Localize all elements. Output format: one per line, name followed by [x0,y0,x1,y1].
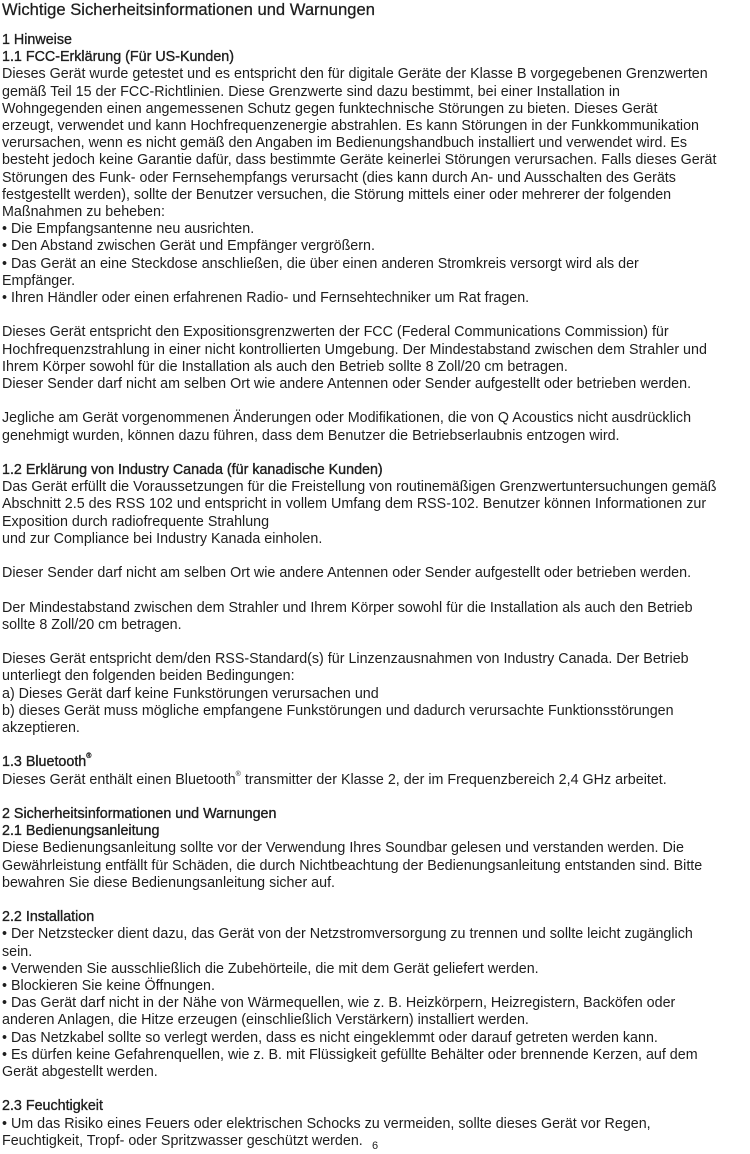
text-line: Gewährleistung entfällt für Schäden, die durch Nichtbeachtung der Bedienungsanleitung entstanden sind. Bitte [2,857,703,874]
list-item: sein. [2,943,33,960]
text-line: genehmigt wurden, können dazu führen, dass dem Benutzer die Betriebserlaubnis entzogen wird. [2,427,620,444]
subsection-heading: 2.2 Installation [2,909,95,926]
subsection-heading: 1.2 Erklärung von Industry Canada (für kanadische Kunden) [2,462,383,479]
text-line: Hochfrequenzstrahlung in einer nicht kontrollierten Umgebung. Der Mindestabstand zwischen dem Strahler und [2,341,707,358]
text-line: sollte 8 Zoll/20 cm betragen. [2,616,182,633]
manual-text [2,840,749,892]
list-item: Feuchtigkeit, Tropf- oder Spritzwasser geschützt werden. [2,1132,363,1149]
list-item: Empfänger. [2,272,76,289]
fcc-bullet-list [2,221,749,307]
text-line: Dieses Gerät entspricht dem/den RSS-Standard(s) für Linzenzausnahmen von Industry Canada. Der Betrieb [2,651,689,668]
list-item: • Den Abstand zwischen Gerät und Empfänger vergrößern. [2,238,375,255]
fcc-exposure [2,324,749,393]
list-item: • Ihren Händler oder einen erfahrenen Radio- und Fernsehtechniker um Rat fragen. [2,290,530,307]
subsection-heading: 1.1 FCC-Erklärung (Für US-Kunden) [2,49,235,66]
fcc-changes [2,410,749,444]
text-line: a) Dieses Gerät darf keine Funkstörungen verursachen und [2,685,379,702]
list-item: • Das Gerät darf nicht in der Nähe von Wärmequellen, wie z. B. Heizkörpern, Heizregistern, Backöfen oder [2,995,676,1012]
ic-colocate: Dieser Sender darf nicht am selben Ort wie andere Antennen oder Sender aufgestellt oder betrieben werden. [2,565,692,582]
text-line: Störungen des Funk- oder Fernsehempfangs verursacht (dies kann durch An- und Ausschalten des Geräts [2,169,676,186]
text-line: gemäß Teil 15 der FCC-Richtlinien. Diese Grenzwerte sind dazu bestimmt, bei einer Installation in [2,83,620,100]
list-item: • Um das Risiko eines Feuers oder elektrischen Schocks zu vermeiden, sollte dieses Gerät vor Regen, [2,1115,651,1132]
ic-rss [2,651,749,737]
list-item: anderen Anlagen, die Hitze erzeugen (einschließlich Verstärkern) installiert werden. [2,1012,529,1029]
ic-distance [2,600,749,634]
bluetooth-text [2,772,749,789]
text-line: Der Mindestabstand zwischen dem Strahler und Ihrem Körper sowohl für die Installation als auch den Betrieb [2,599,693,616]
list-item: • Es dürfen keine Gefahrenquellen, wie z. B. mit Flüssigkeit gefüllte Behälter oder brennende Kerzen, auf dem [2,1046,698,1063]
bluetooth-heading-text: 1.3 Bluetooth [2,754,87,771]
text-line: Maßnahmen zu beheben: [2,204,165,221]
list-item: Gerät abgestellt werden. [2,1064,158,1081]
registered-mark: ® [235,770,241,778]
bluetooth-text-a: Dieses Gerät enthält einen Bluetooth [2,771,236,788]
text-line: akzeptieren. [2,720,80,737]
text-line: Dieses Gerät entspricht den Expositionsgrenzwerten der FCC (Federal Communications Commission) für [2,324,669,341]
subsection-heading [2,754,749,771]
fcc-intro [2,66,749,221]
text-line: Dieser Sender darf nicht am selben Ort wie andere Antennen oder Sender aufgestellt oder betrieben werden. [2,376,692,393]
ic-text [2,479,749,548]
text-line: erzeugt, verwendet und kann Hochfrequenzenergie abstrahlen. Es kann Störungen in der Funkkommunikation [2,118,700,135]
subsection-heading: 2.3 Feuchtigkeit [2,1098,103,1115]
text-line: Dieses Gerät wurde getestet und es entspricht den für digitale Geräte der Klasse B vorgegebenen Grenzwerten [2,66,708,83]
page-title: Wichtige Sicherheitsinformationen und Warnungen [2,0,375,19]
list-item: • Das Netzkabel sollte so verlegt werden, dass es nicht eingeklemmt oder darauf getreten werden kann. [2,1029,658,1046]
text-line: Das Gerät erfüllt die Voraussetzungen für die Freistellung von routinemäßigen Grenzwertuntersuchungen gemäß [2,479,717,496]
list-item: • Verwenden Sie ausschließlich die Zubehörteile, die mit dem Gerät geliefert werden. [2,960,539,977]
section-heading: 2 Sicherheitsinformationen und Warnungen [2,806,277,823]
install-list [2,926,749,1081]
text-line: festgestellt werden), sollte der Benutzer versuchen, die Störung mittels einer oder mehrerer der folgenden [2,186,672,203]
page-number: 6 [371,1140,379,1152]
text-line: Jegliche am Gerät vorgenommenen Änderungen oder Modifikationen, die von Q Acoustics nicht ausdrücklich [2,410,692,427]
text-line: Ihrem Körper sowohl für die Installation als auch den Betrieb sollte 8 Zoll/20 cm betragen. [2,358,568,375]
text-line: und zur Compliance bei Industry Kanada einholen. [2,530,323,547]
list-item: • Der Netzstecker dient dazu, das Gerät von der Netzstromversorgung zu trennen und sollte leicht zugänglich [2,926,693,943]
text-line: b) dieses Gerät muss mögliche empfangene Funkstörungen und dadurch verursachte Funktionsstörungen [2,702,674,719]
text-line: Diese Bedienungsanleitung sollte vor der Verwendung Ihres Soundbar gelesen und verstanden werden. Die [2,840,684,857]
text-line: bewahren Sie diese Bedienungsanleitung sicher auf. [2,874,336,891]
text-line: unterliegt den folgenden beiden Bedingungen: [2,668,295,685]
registered-mark: ® [86,753,92,761]
list-item: • Blockieren Sie keine Öffnungen. [2,978,215,995]
text-line: verursachen, wenn es nicht gemäß den Angaben im Bedienungshandbuch installiert und verwendet wird. Es [2,135,688,152]
text-line: besteht jedoch keine Garantie dafür, dass bestimmte Geräte keinerlei Störungen verursachen. Falls dieses Gerät [2,152,717,169]
subsection-heading: 2.1 Bedienungsanleitung [2,823,160,840]
text-line: Wohngegenden einen angemessenen Schutz gegen funktechnische Störungen zu bieten. Dieses Gerät [2,100,658,117]
list-item: • Die Empfangsantenne neu ausrichten. [2,221,255,238]
text-line: Exposition durch radiofrequente Strahlung [2,513,270,530]
section-heading: 1 Hinweise [2,32,72,48]
list-item: • Das Gerät an eine Steckdose anschließen, die über einen anderen Stromkreis versorgt wird als der [2,255,639,272]
bluetooth-text-b: transmitter der Klasse 2, der im Frequenzbereich 2,4 GHz arbeitet. [240,771,667,788]
text-line: Abschnitt 2.5 des RSS 102 und entspricht in vollem Umfang dem RSS-102. Benutzer können Informationen zur [2,496,707,513]
